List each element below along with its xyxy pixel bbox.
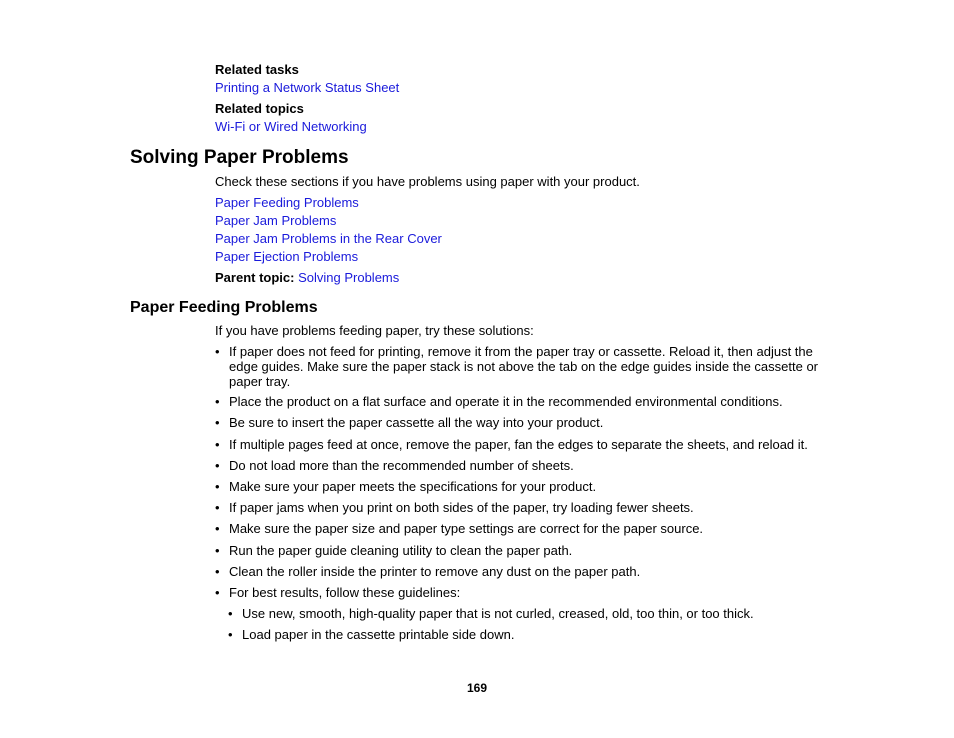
link-paper-jam-rear-cover[interactable]: Paper Jam Problems in the Rear Cover: [215, 231, 442, 246]
bullet-icon: •: [215, 479, 220, 494]
bullet-icon: •: [228, 627, 233, 642]
list-item-text: If paper does not feed for printing, remove it from the paper tray or cassette. Reload it, then adjust the edge guides. Make sure the paper stack is not above the tab on the edge guides inside the cassette or paper tray.: [229, 344, 818, 389]
bullet-icon: •: [215, 458, 220, 473]
list-item-text: Run the paper guide cleaning utility to clean the paper path.: [229, 543, 573, 558]
list-item: [215, 543, 825, 558]
list-item-text: Clean the roller inside the printer to remove any dust on the paper path.: [229, 564, 641, 579]
list-item: [215, 458, 825, 473]
list-item: [215, 521, 825, 536]
bullet-icon: •: [215, 521, 220, 536]
list-item: [215, 394, 825, 409]
list-item: [215, 585, 825, 600]
list-item: [215, 479, 825, 494]
list-item-text: Make sure the paper size and paper type settings are correct for the paper source.: [229, 521, 704, 536]
link-wifi-or-wired-networking[interactable]: Wi-Fi or Wired Networking: [215, 119, 367, 134]
bullet-icon: •: [215, 415, 220, 430]
list-item-text: If paper jams when you print on both sides of the paper, try loading fewer sheets.: [229, 500, 694, 515]
related-topics-heading: Related topics: [215, 101, 304, 116]
list-item: [215, 564, 825, 579]
solving-intro-text: Check these sections if you have problems using paper with your product.: [215, 174, 640, 189]
list-item: [215, 344, 825, 389]
bullet-icon: •: [228, 606, 233, 621]
sub-list-item-text: Load paper in the cassette printable side down.: [242, 627, 515, 642]
feeding-intro-text: If you have problems feeding paper, try these solutions:: [215, 323, 534, 338]
page-number: 169: [466, 681, 488, 695]
bullet-icon: •: [215, 543, 220, 558]
sub-list-item-text: Use new, smooth, high-quality paper that is not curled, creased, old, too thin, or too thick.: [242, 606, 754, 621]
parent-topic-label: Parent topic:: [215, 270, 295, 285]
link-paper-jam-problems[interactable]: Paper Jam Problems: [215, 213, 337, 228]
list-item-text: Be sure to insert the paper cassette all the way into your product.: [229, 415, 604, 430]
link-solving-problems[interactable]: Solving Problems: [298, 270, 400, 285]
link-paper-ejection-problems[interactable]: Paper Ejection Problems: [215, 249, 359, 264]
bullet-icon: •: [215, 437, 220, 452]
list-item-text: For best results, follow these guidelines:: [229, 585, 461, 600]
parent-topic-line: [215, 270, 399, 285]
link-printing-network-status-sheet[interactable]: Printing a Network Status Sheet: [215, 80, 400, 95]
list-item-text: Place the product on a flat surface and operate it in the recommended environmental conditions.: [229, 394, 783, 409]
bullet-icon: •: [215, 394, 220, 409]
related-tasks-heading: Related tasks: [215, 62, 299, 77]
list-item: [215, 415, 825, 430]
section-title-solving-paper-problems: Solving Paper Problems: [130, 147, 349, 168]
bullet-icon: •: [215, 500, 220, 515]
list-item: [215, 437, 825, 452]
section-title-paper-feeding-problems: Paper Feeding Problems: [130, 299, 318, 316]
bullet-icon: •: [215, 585, 220, 600]
sub-list-item: [228, 627, 825, 642]
bullet-icon: •: [215, 344, 220, 359]
list-item: [215, 500, 825, 515]
list-item-text: Make sure your paper meets the specifications for your product.: [229, 479, 597, 494]
list-item-text: Do not load more than the recommended number of sheets.: [229, 458, 574, 473]
list-item-text: If multiple pages feed at once, remove the paper, fan the edges to separate the sheets, and reload it.: [229, 437, 808, 452]
link-paper-feeding-problems[interactable]: Paper Feeding Problems: [215, 195, 359, 210]
sub-list-item: [228, 606, 825, 621]
bullet-icon: •: [215, 564, 220, 579]
